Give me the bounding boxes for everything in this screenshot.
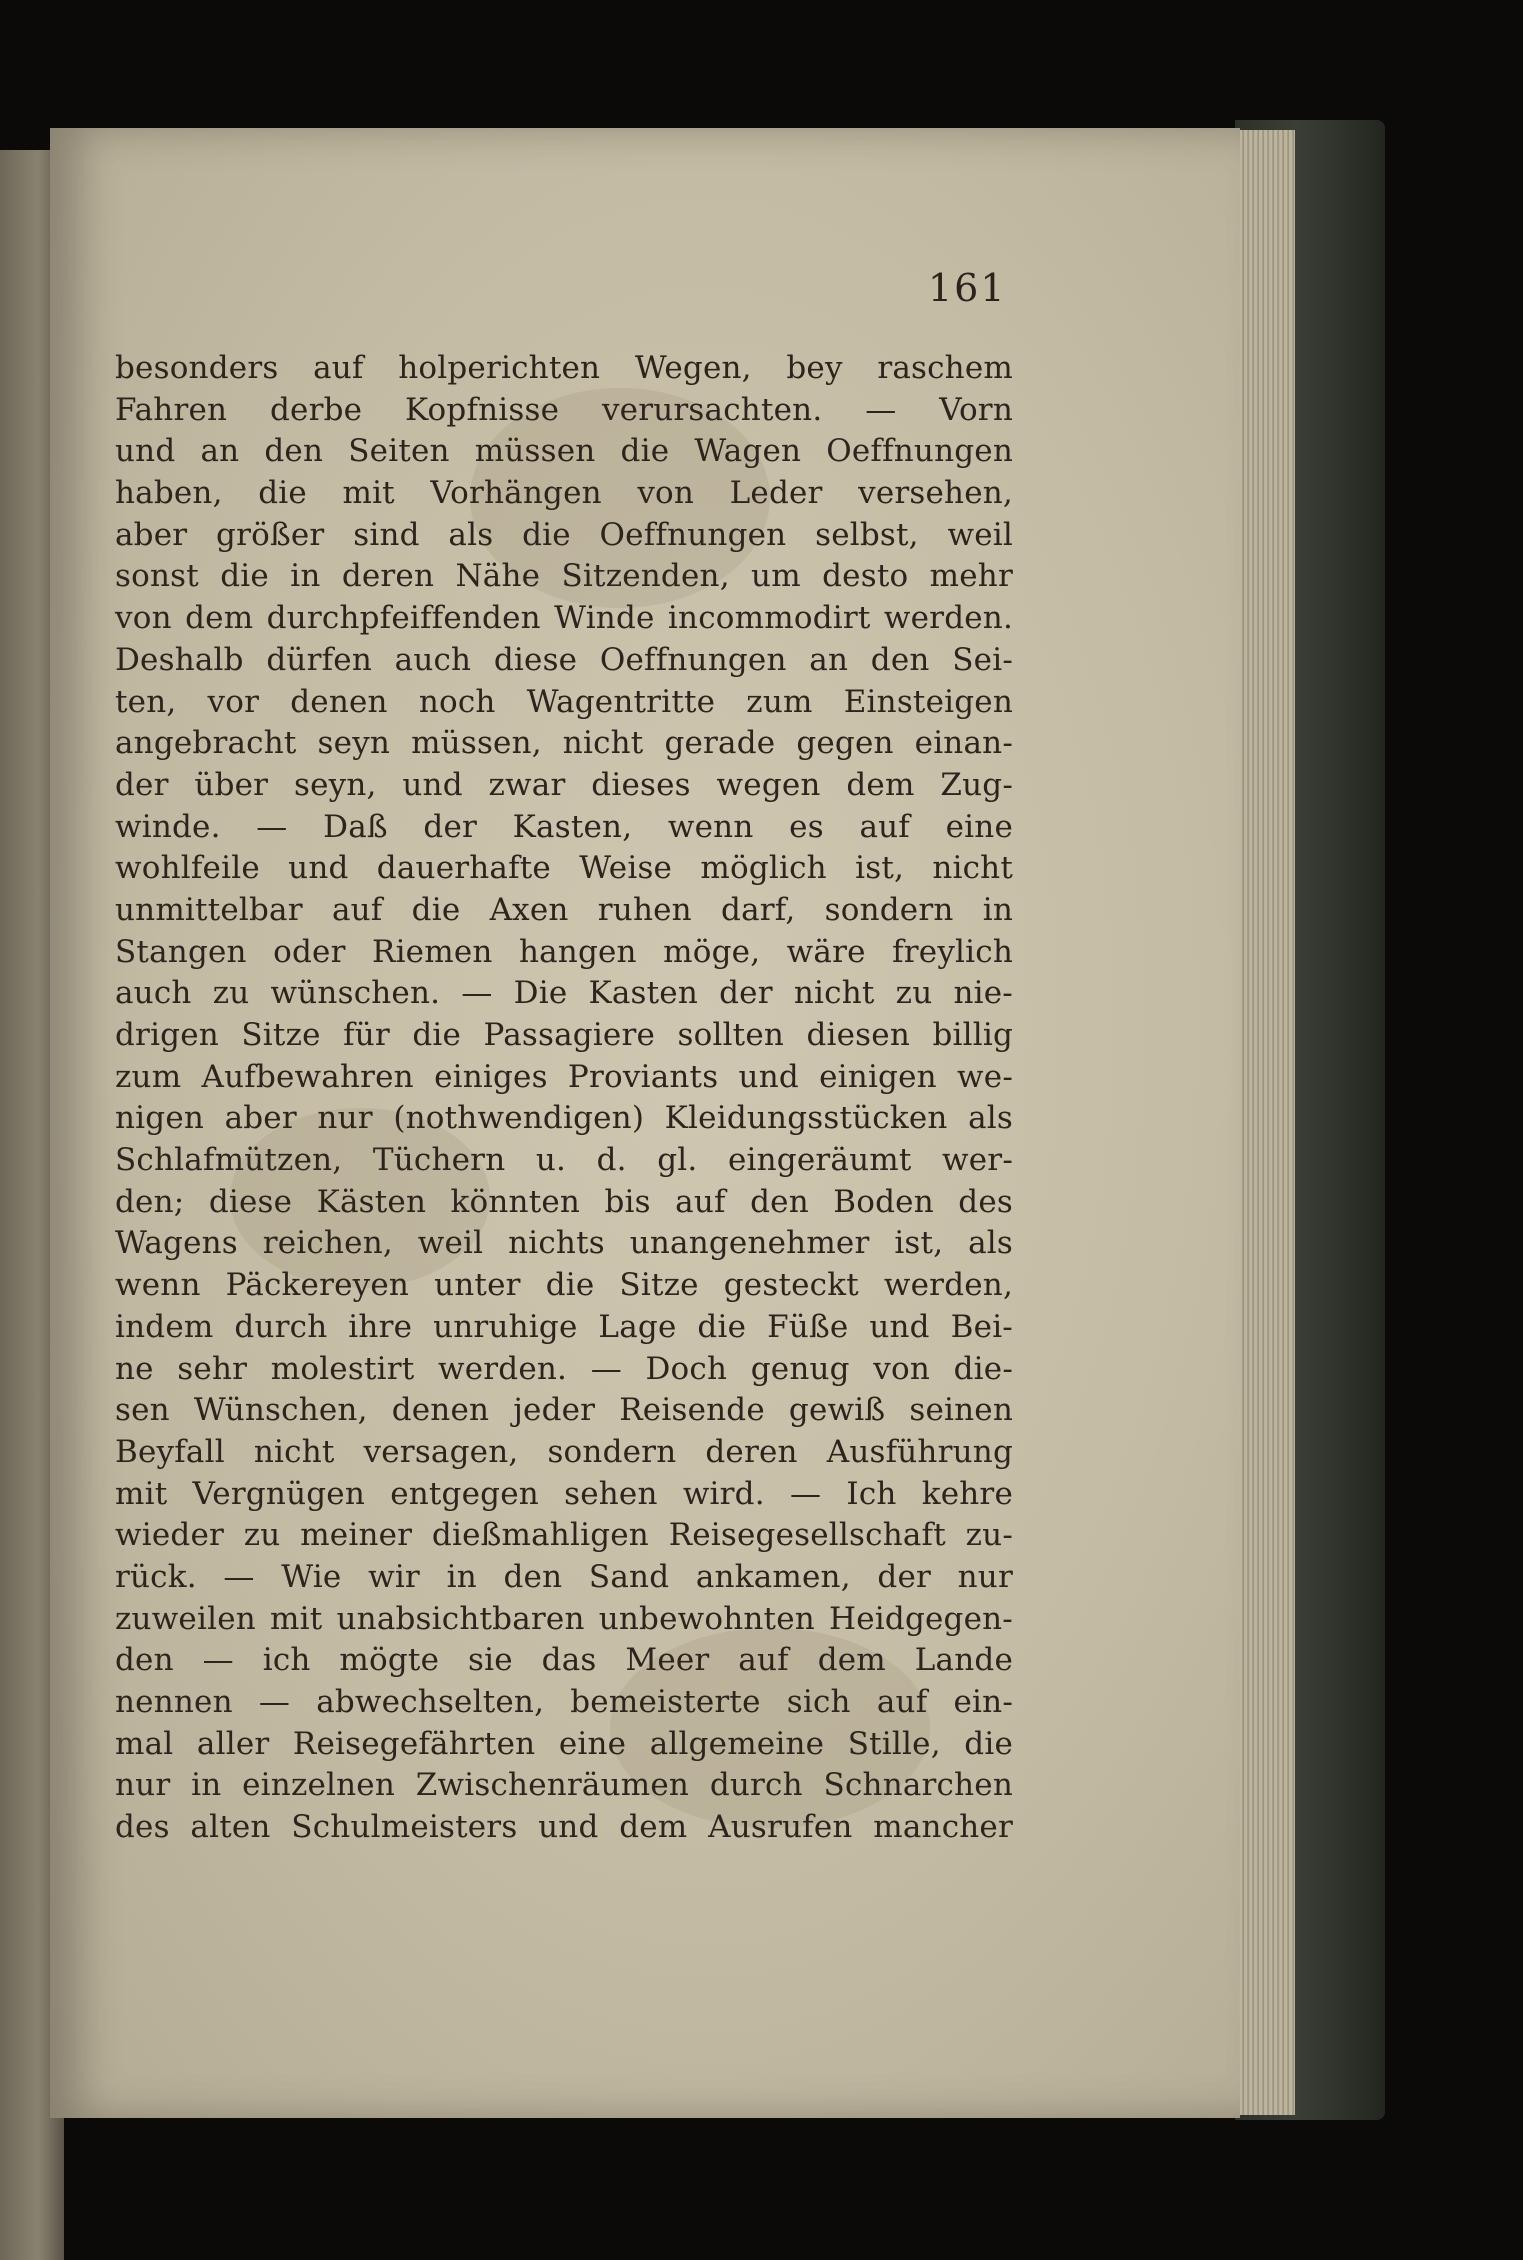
- text-line: ne sehr molestirt werden. — Doch genug von die-: [115, 1350, 1013, 1387]
- text-line: mit Vergnügen entgegen sehen wird. — Ich kehre: [115, 1475, 1013, 1512]
- text-line: der über seyn, und zwar dieses wegen dem Zug-: [115, 766, 1013, 803]
- text-line: haben, die mit Vorhängen von Leder versehen,: [115, 475, 1013, 512]
- text-line: besonders auf holperichten Wegen, bey raschem: [115, 350, 1013, 386]
- text-line: sonst die in deren Nähe Sitzenden, um desto mehr: [115, 558, 1013, 595]
- text-line: nennen — abwechselten, bemeisterte sich auf ein-: [115, 1684, 1013, 1720]
- text-line: Deshalb dürfen auch diese Oeffnungen an den Sei-: [115, 641, 1013, 678]
- text-line: wieder zu meiner dießmahligen Reisegesellschaft zu-: [115, 1517, 1013, 1554]
- text-line: des alten Schulmeisters und dem Ausrufen mancher: [115, 1809, 1013, 1846]
- text-line: ten, vor denen noch Wagentritte zum Einsteigen: [115, 683, 1013, 720]
- text-line: zuweilen mit unabsichtbaren unbewohnten Heidgegen-: [115, 1600, 1013, 1637]
- text-line: nigen aber nur (nothwendigen) Kleidungsstücken als: [115, 1100, 1013, 1137]
- text-line: Wagens reichen, weil nichts unangenehmer ist, als: [115, 1225, 1013, 1262]
- text-line: drigen Sitze für die Passagiere sollten diesen billig: [115, 1017, 1013, 1053]
- text-line: den; diese Kästen könnten bis auf den Boden des: [115, 1183, 1013, 1220]
- page-number: 161: [928, 266, 1007, 310]
- text-line: aber größer sind als die Oeffnungen selbst, weil: [115, 516, 1013, 553]
- text-line: Fahren derbe Kopfnisse verursachten. — Vorn: [115, 391, 1013, 428]
- text-line: den — ich mögte sie das Meer auf dem Lande: [115, 1642, 1013, 1679]
- text-line: von dem durchpfeiffenden Winde incommodirt werden.: [115, 600, 1013, 637]
- text-line: angebracht seyn müssen, nicht gerade gegen einan-: [115, 725, 1013, 762]
- text-line: und an den Seiten müssen die Wagen Oeffnungen: [115, 433, 1013, 470]
- text-line: mal aller Reisegefährten eine allgemeine Stille, die: [115, 1725, 1013, 1762]
- text-line: unmittelbar auf die Axen ruhen darf, sondern in: [115, 891, 1013, 928]
- text-line: winde. — Daß der Kasten, wenn es auf eine: [115, 808, 1013, 845]
- text-line: Schlafmützen, Tüchern u. d. gl. eingeräumt wer-: [115, 1142, 1013, 1179]
- body-text: [115, 348, 1013, 1849]
- text-line: sen Wünschen, denen jeder Reisende gewiß seinen: [115, 1392, 1013, 1429]
- text-line: wohlfeile und dauerhafte Weise möglich ist, nicht: [115, 850, 1013, 887]
- text-line: zum Aufbewahren einiges Proviants und einigen we-: [115, 1058, 1013, 1095]
- text-line: wenn Päckereyen unter die Sitze gesteckt werden,: [115, 1267, 1013, 1304]
- text-line: indem durch ihre unruhige Lage die Füße und Bei-: [115, 1308, 1013, 1345]
- text-line: rück. — Wie wir in den Sand ankamen, der nur: [115, 1558, 1013, 1595]
- text-line: nur in einzelnen Zwischenräumen durch Schnarchen: [115, 1767, 1013, 1804]
- text-line: Stangen oder Riemen hangen möge, wäre freylich: [115, 933, 1013, 970]
- text-line: auch zu wünschen. — Die Kasten der nicht zu nie-: [115, 975, 1013, 1012]
- text-line: Beyfall nicht versagen, sondern deren Ausführung: [115, 1433, 1013, 1470]
